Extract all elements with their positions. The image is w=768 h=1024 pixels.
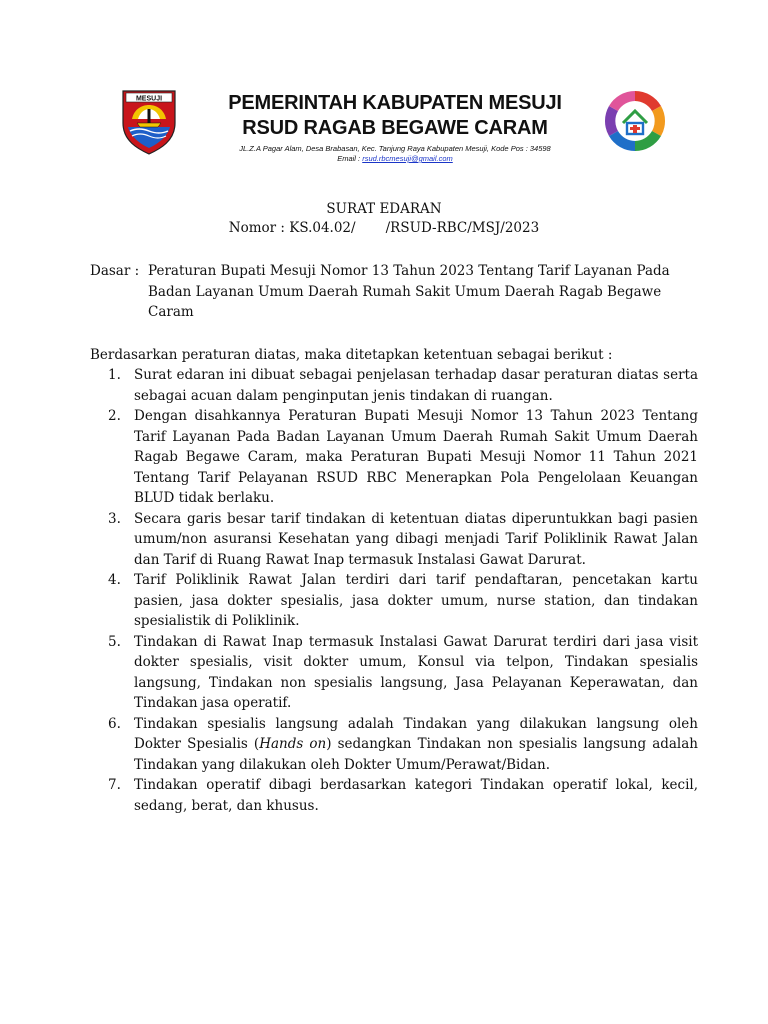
letterhead-government: PEMERINTAH KABUPATEN MESUJI: [228, 92, 562, 114]
list-item-text: Dengan disahkannya Peraturan Bupati Mesuji Nomor 13 Tahun 2023 Tentang Tarif Layanan Pada Badan Layanan Umum Daerah Rumah Sakit Umum Daerah Ragab Begawe Caram, maka Peraturan Bupati Mesuji Nomor 11 Tahun 2021 Tentang Tarif Pelayanan RSUD RBC Menerapkan Pola Pengelolaan Keuangan BLUD tidak berlaku.: [134, 408, 698, 506]
letterhead-address: JL.Z.A Pagar Alam, Desa Brabasan, Kec. Tanjung Raya Kabupaten Mesuji, Kode Pos : 34598: [239, 144, 551, 153]
list-item-number: 7.: [108, 777, 121, 793]
document-number: Nomor : KS.04.02/ /RSUD-RBC/MSJ/2023: [228, 220, 540, 236]
document-title: SURAT EDARAN: [326, 201, 442, 217]
hands-on-term: Hands on: [259, 736, 327, 752]
list-item: [90, 570, 698, 632]
dasar-text: Peraturan Bupati Mesuji Nomor 13 Tahun 2023 Tentang Tarif Layanan Pada Badan Layanan Umum Daerah Rumah Sakit Umum Daerah Ragab Begawe Caram: [148, 263, 670, 320]
list-item-text: Tindakan operatif dibagi berdasarkan kategori Tindakan operatif lokal, kecil, sedang, berat, dan khusus.: [134, 777, 698, 814]
item6-text-before: Tindakan spesialis langsung adalah Tindakan yang dilakukan langsung oleh Dokter Spesialis (: [134, 715, 698, 752]
list-item-number: 4.: [108, 572, 121, 588]
list-item-text: Secara garis besar tarif tindakan di ketentuan diatas diperuntukkan bagi pasien umum/non asuransi Kesehatan yang dibagi menjadi Tarif Poliklinik Rawat Jalan dan Tarif di Ruang Rawat Inap termasuk Instalasi Gawat Darurat.: [134, 510, 698, 568]
logo-left-text: MESUJI: [135, 95, 163, 103]
list-item-number: 6.: [108, 715, 121, 732]
list-item: [90, 365, 698, 406]
list-item: [90, 406, 698, 509]
list-item: [90, 632, 698, 714]
item6-text-after: ) sedangkan Tindakan non spesialis langsung adalah Tindakan yang dilakukan oleh Dokter Umum/Perawat/Bidan.: [134, 736, 698, 773]
list-item: [90, 509, 698, 571]
list-item-text: [134, 714, 698, 776]
letterhead: [180, 90, 610, 164]
rsud-emblem-logo: [603, 87, 667, 155]
list-item-number: 5.: [108, 633, 121, 650]
letterhead-hospital: RSUD RAGAB BEGAWE CARAM: [242, 117, 548, 139]
list-item-number: 2.: [108, 408, 121, 424]
list-item-text: Tindakan di Rawat Inap termasuk Instalasi Gawat Darurat terdiri dari jasa visit dokter spesialis, visit dokter umum, Konsul via telpon, Tindakan spesialis langsung, Tindakan non spesialis langsung, Jasa Pelayanan Keperawatan, dan Tindakan jasa operatif.: [134, 633, 698, 711]
letterhead-email-row: [180, 154, 610, 164]
list-item-text: Surat edaran ini dibuat sebagai penjelasan terhadap dasar peraturan diatas serta sebagai acuan dalam penginputan jenis tindakan di ruangan.: [134, 367, 698, 404]
intro-paragraph: Berdasarkan peraturan diatas, maka ditetapkan ketentuan sebagai berikut :: [90, 347, 613, 363]
email-label: Email :: [337, 154, 363, 163]
list-item-number: 1.: [108, 367, 121, 383]
list-item-text: Tarif Poliklinik Rawat Jalan terdiri dari tarif pendaftaran, pencetakan kartu pasien, jasa dokter spesialis, jasa dokter umum, nurse station, dan tindakan spesialistik di Poliklinik.: [134, 572, 698, 629]
list-item-number: 3.: [108, 510, 121, 527]
dasar-label: Dasar :: [90, 263, 140, 279]
list-item: [90, 775, 698, 816]
email-link[interactable]: rsud.rbcmesuji@gmail.com: [362, 154, 453, 163]
provisions-list: [90, 365, 698, 816]
mesuji-crest-logo: [120, 89, 178, 155]
list-item: [90, 714, 698, 776]
